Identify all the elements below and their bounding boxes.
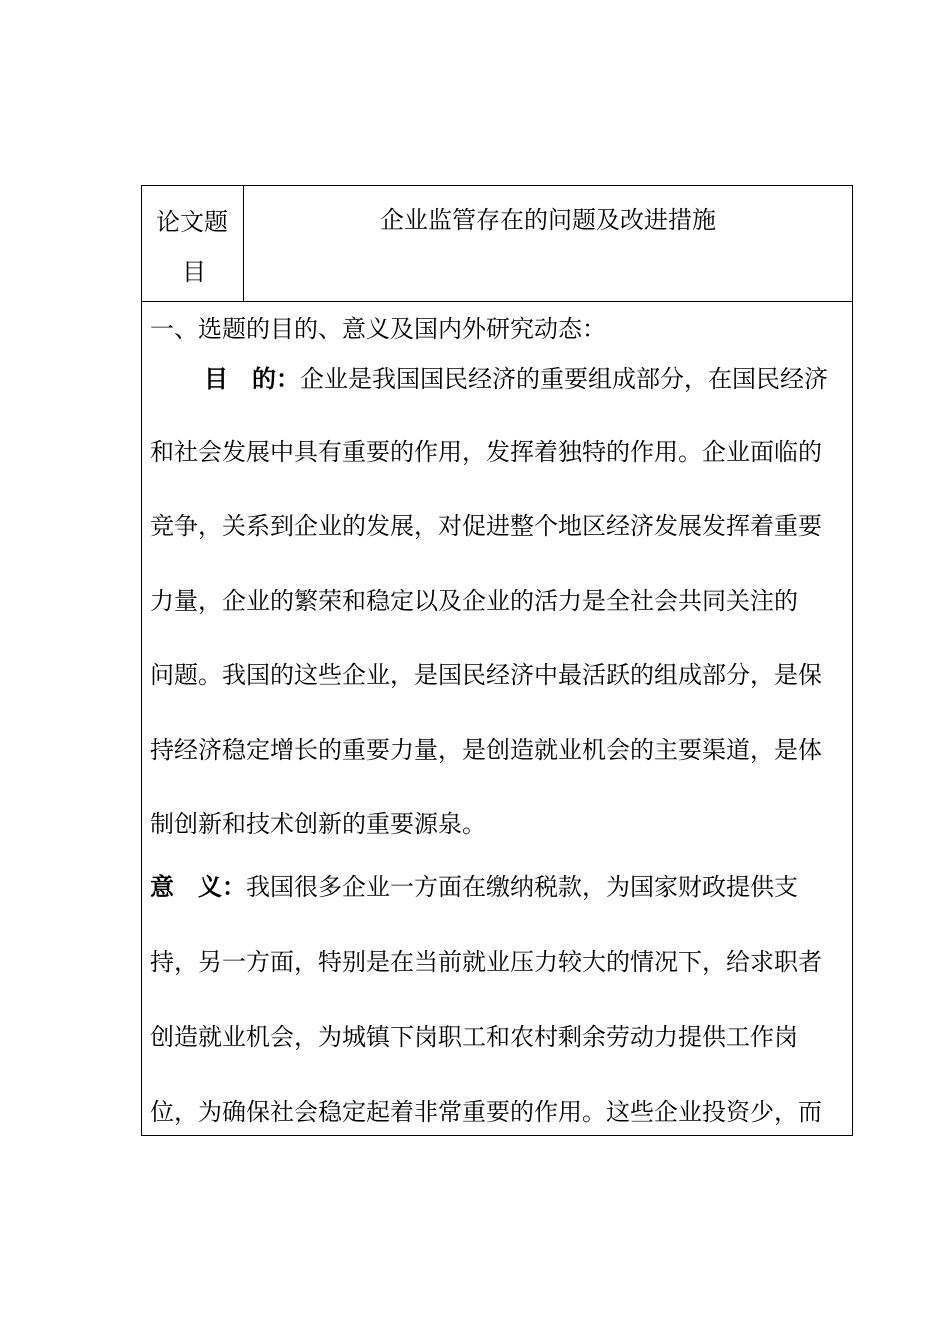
title-label-line2: 目 — [182, 258, 206, 286]
title-label-cell — [142, 186, 243, 301]
purpose-label: 目 的： — [204, 364, 300, 393]
purpose-paragraph-line — [204, 364, 828, 394]
purpose-text-line: 制创新和技术创新的重要源泉。 — [150, 810, 486, 838]
purpose-text-line: 企业是我国国民经济的重要组成部分，在国民经济 — [300, 365, 828, 393]
section-heading: 一、选题的目的、意义及国内外研究动态： — [150, 315, 606, 343]
thesis-title-cell — [244, 186, 852, 301]
row-divider — [142, 301, 852, 302]
significance-text-line: 我国很多企业一方面在缴纳税款，为国家财政提供支 — [246, 873, 798, 901]
purpose-text-line: 和社会发展中具有重要的作用，发挥着独特的作用。企业面临的 — [150, 438, 822, 466]
thesis-title: 企业监管存在的问题及改进措施 — [380, 206, 716, 234]
significance-text-line: 创造就业机会，为城镇下岗职工和农村剩余劳动力提供工作岗 — [150, 1023, 798, 1051]
purpose-text-line: 竞争，关系到企业的发展，对促进整个地区经济发展发挥着重要 — [150, 512, 822, 540]
proposal-table — [141, 185, 853, 1136]
significance-label: 意 义： — [150, 872, 246, 901]
purpose-text-line: 问题。我国的这些企业，是国民经济中最活跃的组成部分，是保 — [150, 661, 822, 689]
title-label-line1: 论文题 — [156, 208, 228, 236]
purpose-text-line: 力量，企业的繁荣和稳定以及企业的活力是全社会共同关注的 — [150, 587, 798, 615]
significance-paragraph-line — [150, 872, 798, 902]
purpose-text-line: 持经济稳定增长的重要力量，是创造就业机会的主要渠道，是体 — [150, 736, 822, 764]
significance-text-line: 持，另一方面，特别是在当前就业压力较大的情况下，给求职者 — [150, 948, 822, 976]
significance-text-line: 位，为确保社会稳定起着非常重要的作用。这些企业投资少，而 — [150, 1098, 822, 1126]
